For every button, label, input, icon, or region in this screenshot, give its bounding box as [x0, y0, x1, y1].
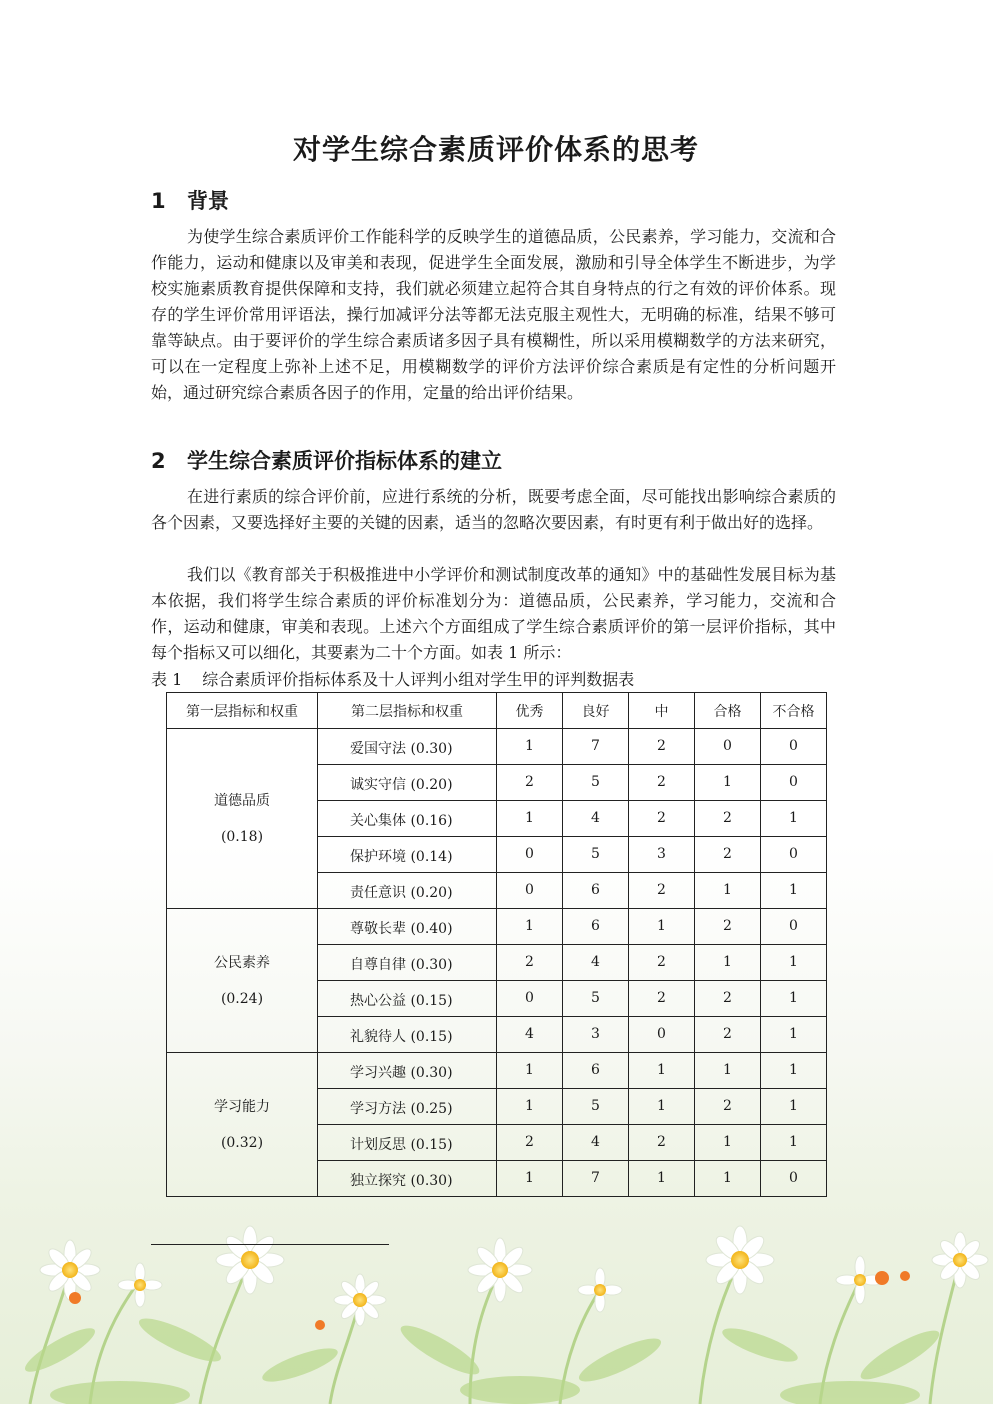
- vote-count-cell: 2: [629, 765, 695, 801]
- vote-count-cell: 4: [497, 1017, 563, 1053]
- first-level-indicator-cell: [167, 909, 318, 1053]
- vote-count-cell: 1: [761, 1017, 827, 1053]
- vote-count-cell: 1: [695, 1161, 761, 1197]
- vote-count-cell: 6: [563, 873, 629, 909]
- vote-count-cell: 2: [629, 981, 695, 1017]
- footnote-separator: [151, 1244, 389, 1245]
- vote-count-cell: 2: [629, 873, 695, 909]
- vote-count-cell: 1: [761, 1089, 827, 1125]
- vote-count-cell: 1: [695, 765, 761, 801]
- vote-count-cell: 1: [629, 1089, 695, 1125]
- vote-count-cell: 1: [497, 1089, 563, 1125]
- section-heading-1: [151, 185, 229, 215]
- indicator-name: 学习能力: [214, 1098, 270, 1115]
- table-header-row: [167, 693, 827, 729]
- vote-count-cell: 0: [497, 873, 563, 909]
- vote-count-cell: 1: [695, 945, 761, 981]
- vote-count-cell: 1: [629, 909, 695, 945]
- vote-count-cell: 6: [563, 909, 629, 945]
- column-header: 第二层指标和权重: [318, 693, 497, 729]
- vote-count-cell: 2: [497, 945, 563, 981]
- second-level-indicator-cell: 爱国守法 (0.30): [318, 729, 497, 765]
- vote-count-cell: 4: [563, 801, 629, 837]
- indicator-name: 公民素养: [214, 954, 270, 971]
- section-number: 1: [151, 189, 166, 213]
- second-level-indicator-cell: 学习兴趣 (0.30): [318, 1053, 497, 1089]
- second-level-indicator-cell: 热心公益 (0.15): [318, 981, 497, 1017]
- section-heading-2: [151, 445, 502, 475]
- vote-count-cell: 1: [497, 1053, 563, 1089]
- vote-count-cell: 3: [629, 837, 695, 873]
- vote-count-cell: 7: [563, 729, 629, 765]
- vote-count-cell: 0: [497, 837, 563, 873]
- first-level-indicator-cell: [167, 1053, 318, 1197]
- second-level-indicator-cell: 自尊自律 (0.30): [318, 945, 497, 981]
- second-level-indicator-cell: 独立探究 (0.30): [318, 1161, 497, 1197]
- second-level-indicator-cell: 学习方法 (0.25): [318, 1089, 497, 1125]
- vote-count-cell: 3: [563, 1017, 629, 1053]
- table-body: [167, 729, 827, 1197]
- table-caption: [151, 667, 634, 690]
- vote-count-cell: 2: [629, 1125, 695, 1161]
- vote-count-cell: 2: [629, 801, 695, 837]
- second-level-indicator-cell: 保护环境 (0.14): [318, 837, 497, 873]
- column-header: 良好: [563, 693, 629, 729]
- vote-count-cell: 1: [761, 801, 827, 837]
- vote-count-cell: 5: [563, 765, 629, 801]
- vote-count-cell: 2: [497, 1125, 563, 1161]
- second-level-indicator-cell: 关心集体 (0.16): [318, 801, 497, 837]
- vote-count-cell: 1: [695, 1053, 761, 1089]
- vote-count-cell: 0: [761, 765, 827, 801]
- vote-count-cell: 4: [563, 945, 629, 981]
- vote-count-cell: 2: [497, 765, 563, 801]
- indicator-weight: (0.18): [220, 828, 264, 845]
- vote-count-cell: 2: [629, 729, 695, 765]
- vote-count-cell: 2: [695, 837, 761, 873]
- vote-count-cell: 1: [761, 1053, 827, 1089]
- section-title: 背景: [187, 189, 229, 213]
- vote-count-cell: 5: [563, 1089, 629, 1125]
- table-caption-text: 综合素质评价指标体系及十人评判小组对学生甲的评判数据表: [202, 670, 635, 689]
- vote-count-cell: 1: [629, 1161, 695, 1197]
- vote-count-cell: 1: [497, 909, 563, 945]
- vote-count-cell: 1: [695, 1125, 761, 1161]
- section-title: 学生综合素质评价指标体系的建立: [187, 449, 502, 473]
- vote-count-cell: 0: [497, 981, 563, 1017]
- indicator-weight: (0.24): [220, 990, 264, 1007]
- second-level-indicator-cell: 尊敬长辈 (0.40): [318, 909, 497, 945]
- column-header: 优秀: [497, 693, 563, 729]
- paragraph: 为使学生综合素质评价工作能科学的反映学生的道德品质，公民素养，学习能力，交流和合作能力，运动和健康以及审美和表现，促进学生全面发展，激励和引导全体学生不断进步，为学校实施素质教育提供保障和支持，我们就必须建立起符合其自身特点的行之有效的评价体系。现存的学生评价常用评语法，操行加减评分法等都无法克服主观性大，无明确的标准，结果不够可靠等缺点。由于要评价的学生综合素质诸多因子具有模糊性，所以采用模糊数学的方法来研究，可以在一定程度上弥补上述不足，用模糊数学的评价方法评价综合素质是有定性的分析问题开始，通过研究综合素质各因子的作用，定量的给出评价结果。: [151, 227, 836, 402]
- vote-count-cell: 1: [497, 801, 563, 837]
- column-header: 不合格: [761, 693, 827, 729]
- table-row: [167, 1053, 827, 1089]
- vote-count-cell: 7: [563, 1161, 629, 1197]
- second-level-indicator-cell: 责任意识 (0.20): [318, 873, 497, 909]
- column-header: 中: [629, 693, 695, 729]
- vote-count-cell: 1: [695, 873, 761, 909]
- indicator-weight: (0.32): [220, 1134, 264, 1151]
- evaluation-table: [166, 692, 827, 1197]
- vote-count-cell: 2: [695, 1089, 761, 1125]
- vote-count-cell: 2: [695, 801, 761, 837]
- second-level-indicator-cell: 礼貌待人 (0.15): [318, 1017, 497, 1053]
- indicator-name: 道德品质: [214, 792, 270, 809]
- vote-count-cell: 1: [761, 981, 827, 1017]
- vote-count-cell: 0: [761, 1161, 827, 1197]
- second-level-indicator-cell: 诚实守信 (0.20): [318, 765, 497, 801]
- table-row: [167, 909, 827, 945]
- vote-count-cell: 2: [695, 981, 761, 1017]
- paragraph: 我们以《教育部关于积极推进中小学评价和测试制度改革的通知》中的基础性发展目标为基本依据，我们将学生综合素质的评价标准划分为：道德品质，公民素养，学习能力，交流和合作，运动和健康，审美和表现。上述六个方面组成了学生综合素质评价的第一层评价指标，其中每个指标又可以细化，其要素为二十个方面。如表 1 所示：: [151, 565, 836, 662]
- vote-count-cell: 5: [563, 981, 629, 1017]
- vote-count-cell: 1: [629, 1053, 695, 1089]
- column-header: 第一层指标和权重: [167, 693, 318, 729]
- table-label: 表 1: [151, 670, 183, 689]
- vote-count-cell: 0: [761, 837, 827, 873]
- vote-count-cell: 0: [629, 1017, 695, 1053]
- vote-count-cell: 2: [695, 1017, 761, 1053]
- vote-count-cell: 5: [563, 837, 629, 873]
- vote-count-cell: 6: [563, 1053, 629, 1089]
- vote-count-cell: 2: [695, 909, 761, 945]
- vote-count-cell: 1: [761, 1125, 827, 1161]
- vote-count-cell: 4: [563, 1125, 629, 1161]
- first-level-indicator-cell: [167, 729, 318, 909]
- vote-count-cell: 0: [761, 729, 827, 765]
- document-title: 对学生综合素质评价体系的思考: [292, 133, 699, 166]
- paragraph: 在进行素质的综合评价前，应进行系统的分析，既要考虑全面，尽可能找出影响综合素质的各个因素，又要选择好主要的关键的因素，适当的忽略次要因素，有时更有利于做出好的选择。: [151, 487, 836, 532]
- section-number: 2: [151, 449, 166, 473]
- column-header: 合格: [695, 693, 761, 729]
- vote-count-cell: 0: [761, 909, 827, 945]
- vote-count-cell: 2: [629, 945, 695, 981]
- vote-count-cell: 1: [761, 945, 827, 981]
- vote-count-cell: 0: [695, 729, 761, 765]
- vote-count-cell: 1: [497, 729, 563, 765]
- vote-count-cell: 1: [761, 873, 827, 909]
- table-row: [167, 729, 827, 765]
- vote-count-cell: 1: [497, 1161, 563, 1197]
- second-level-indicator-cell: 计划反思 (0.15): [318, 1125, 497, 1161]
